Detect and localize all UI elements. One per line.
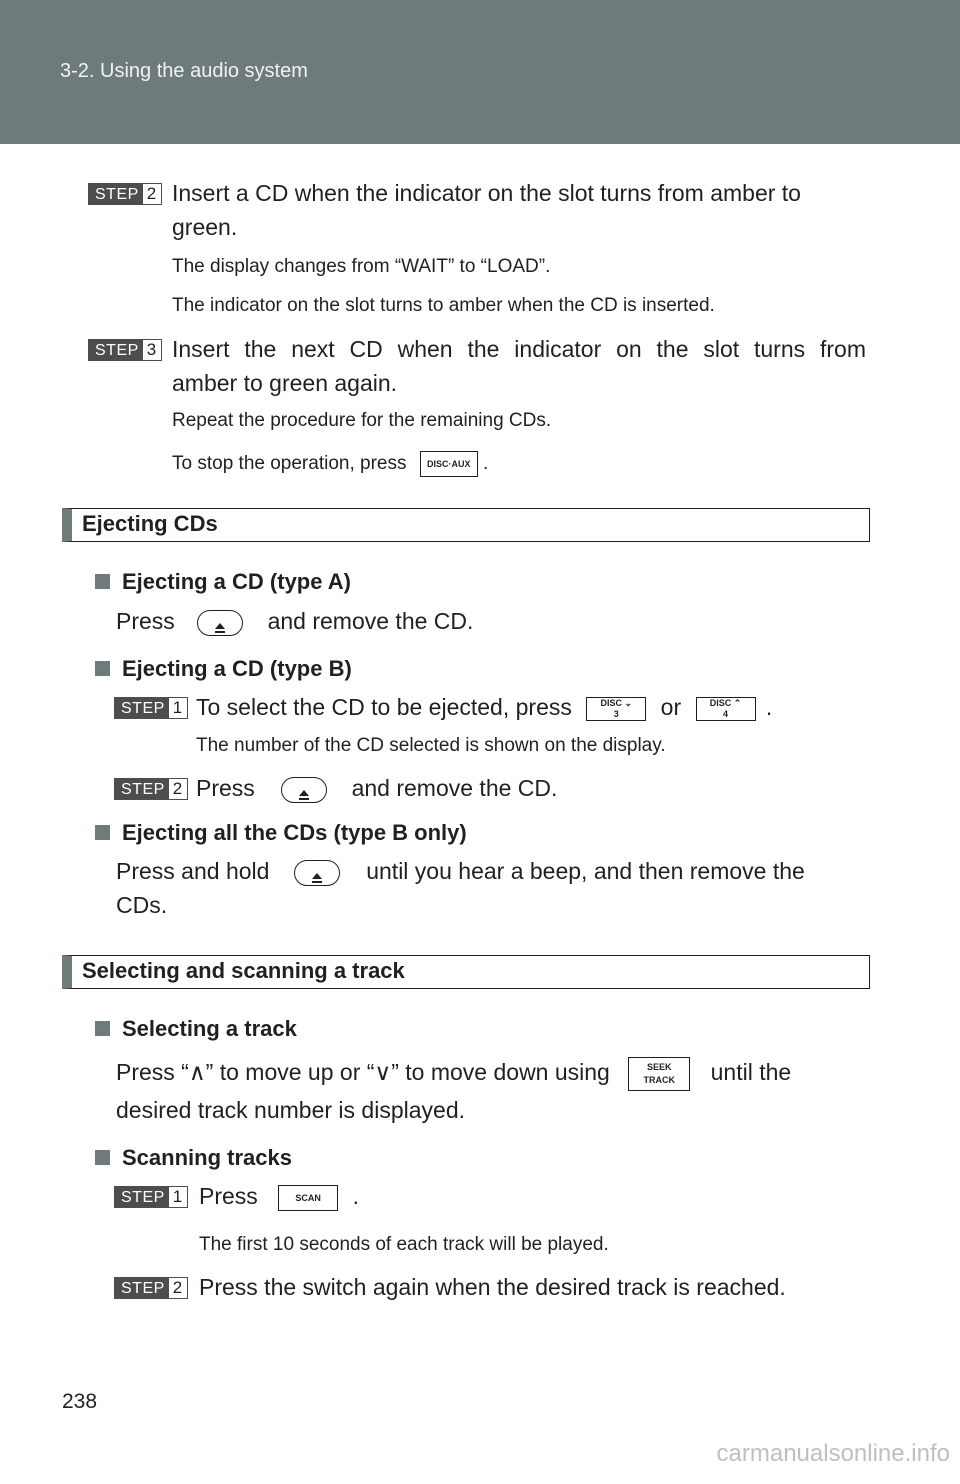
note: The indicator on the slot turns to amber when the CD is inserted. xyxy=(172,295,715,316)
step-badge xyxy=(114,697,188,719)
disc-number: 3 xyxy=(613,708,619,719)
note: The display changes from “WAIT” to “LOAD”. xyxy=(172,256,551,277)
disc-down-button[interactable] xyxy=(586,697,646,721)
step-label: STEP xyxy=(95,186,139,203)
track-label: TRACK xyxy=(643,1074,675,1085)
chevron-down-icon: ⌄ xyxy=(622,697,633,708)
step-label: STEP xyxy=(121,1280,165,1297)
subheading-select-track xyxy=(95,1016,297,1042)
section-heading-selecting: Selecting and scanning a track xyxy=(62,955,870,989)
step-text: Insert the next CD when the indicator on the slot turns from xyxy=(172,336,866,362)
seek-track-labels xyxy=(644,1062,676,1085)
rest-text: and remove the CD. xyxy=(351,775,558,801)
scan-label: SCAN xyxy=(295,1192,321,1203)
stop-text: To stop the operation, press xyxy=(172,453,407,475)
subheading-text: Ejecting all the CDs (type B only) xyxy=(122,820,467,845)
square-bullet-icon xyxy=(95,1021,110,1036)
section-heading-ejecting: Ejecting CDs xyxy=(62,508,870,542)
subheading-text: Ejecting a CD (type B) xyxy=(122,656,352,681)
rest-text: until you hear a beep, and then remove the xyxy=(366,858,805,884)
disc-label: DISC xyxy=(600,697,622,708)
section-title: 3-2. Using the audio system xyxy=(60,60,308,82)
press-text: Press xyxy=(199,1183,258,1209)
type-b-step2-text xyxy=(196,771,557,805)
step-number: 3 xyxy=(143,340,161,360)
eject-icon xyxy=(312,873,322,879)
step-number: 1 xyxy=(169,698,187,718)
period: . xyxy=(352,1183,359,1209)
step-badge xyxy=(88,339,162,361)
press-text: Press xyxy=(196,775,255,801)
type-b-step1-text xyxy=(196,690,772,724)
eject-icon xyxy=(215,623,225,629)
disc-label: DISC xyxy=(709,697,732,708)
note: The first 10 seconds of each track will be played. xyxy=(199,1234,609,1255)
note: The number of the CD selected is shown on the display. xyxy=(196,735,666,756)
select-line2: desired track number is displayed. xyxy=(116,1097,465,1123)
disc-aux-label: DISC·AUX xyxy=(427,459,471,469)
watermark: carmanualsonline.info xyxy=(716,1440,950,1467)
subheading-text: Scanning tracks xyxy=(122,1145,292,1170)
eject-all-line1 xyxy=(116,854,866,888)
step-number: 2 xyxy=(169,1278,187,1298)
step-number: 2 xyxy=(169,779,187,799)
step-badge xyxy=(114,778,188,800)
select-text-end: until the xyxy=(710,1059,792,1085)
step-text: amber to green again. xyxy=(172,370,398,396)
page-header xyxy=(0,0,960,144)
eject-icon xyxy=(299,790,309,796)
subheading-type-a xyxy=(95,569,351,595)
eject-all-line2: CDs. xyxy=(116,892,168,918)
step-label: STEP xyxy=(121,1189,165,1206)
disc-up-button[interactable] xyxy=(696,697,756,721)
eject-button[interactable] xyxy=(294,860,340,886)
rest-text: and remove the CD. xyxy=(267,608,474,634)
seek-label: SEEK xyxy=(646,1061,672,1072)
press-text: Press xyxy=(116,608,175,634)
subheading-type-b xyxy=(95,656,352,682)
square-bullet-icon xyxy=(95,1150,110,1165)
scan-button[interactable] xyxy=(278,1185,338,1211)
disc-aux-button[interactable] xyxy=(420,451,478,477)
step-number: 2 xyxy=(143,184,161,204)
press-text: Press and hold xyxy=(116,858,270,884)
page-number: 238 xyxy=(62,1390,98,1413)
type-a-instruction xyxy=(116,604,473,638)
subheading-text: Ejecting a CD (type A) xyxy=(122,569,351,594)
stop-instruction xyxy=(172,451,488,477)
chevron-up-icon: ⌃ xyxy=(731,697,742,708)
period: . xyxy=(483,453,489,475)
step-badge xyxy=(114,1186,188,1208)
scan-step2-text: Press the switch again when the desired track is reached. xyxy=(199,1274,786,1300)
step-text: Insert a CD when the indicator on the slot turns from amber to xyxy=(172,180,801,206)
step-number: 1 xyxy=(169,1187,187,1207)
seek-track-button[interactable] xyxy=(628,1057,690,1091)
subheading-scan xyxy=(95,1145,292,1171)
subheading-eject-all xyxy=(95,820,467,846)
scan-step1-text xyxy=(199,1179,359,1213)
step-label: STEP xyxy=(121,700,165,717)
eject-button[interactable] xyxy=(281,777,327,803)
step-badge xyxy=(88,183,162,205)
select-text: Press “∧” to move up or “∨” to move down using xyxy=(116,1059,610,1085)
step-label: STEP xyxy=(121,781,165,798)
step-text: green. xyxy=(172,214,238,240)
square-bullet-icon xyxy=(95,574,110,589)
step-text: To select the CD to be ejected, press xyxy=(196,694,572,720)
eject-button[interactable] xyxy=(197,610,243,636)
subheading-text: Selecting a track xyxy=(122,1016,297,1041)
step-badge xyxy=(114,1277,188,1299)
note: Repeat the procedure for the remaining CDs. xyxy=(172,410,552,431)
or-text: or xyxy=(660,694,682,720)
select-line1 xyxy=(116,1055,866,1091)
step-label: STEP xyxy=(95,342,139,359)
period: . xyxy=(765,694,773,720)
square-bullet-icon xyxy=(95,661,110,676)
disc-number: 4 xyxy=(722,708,728,719)
square-bullet-icon xyxy=(95,825,110,840)
